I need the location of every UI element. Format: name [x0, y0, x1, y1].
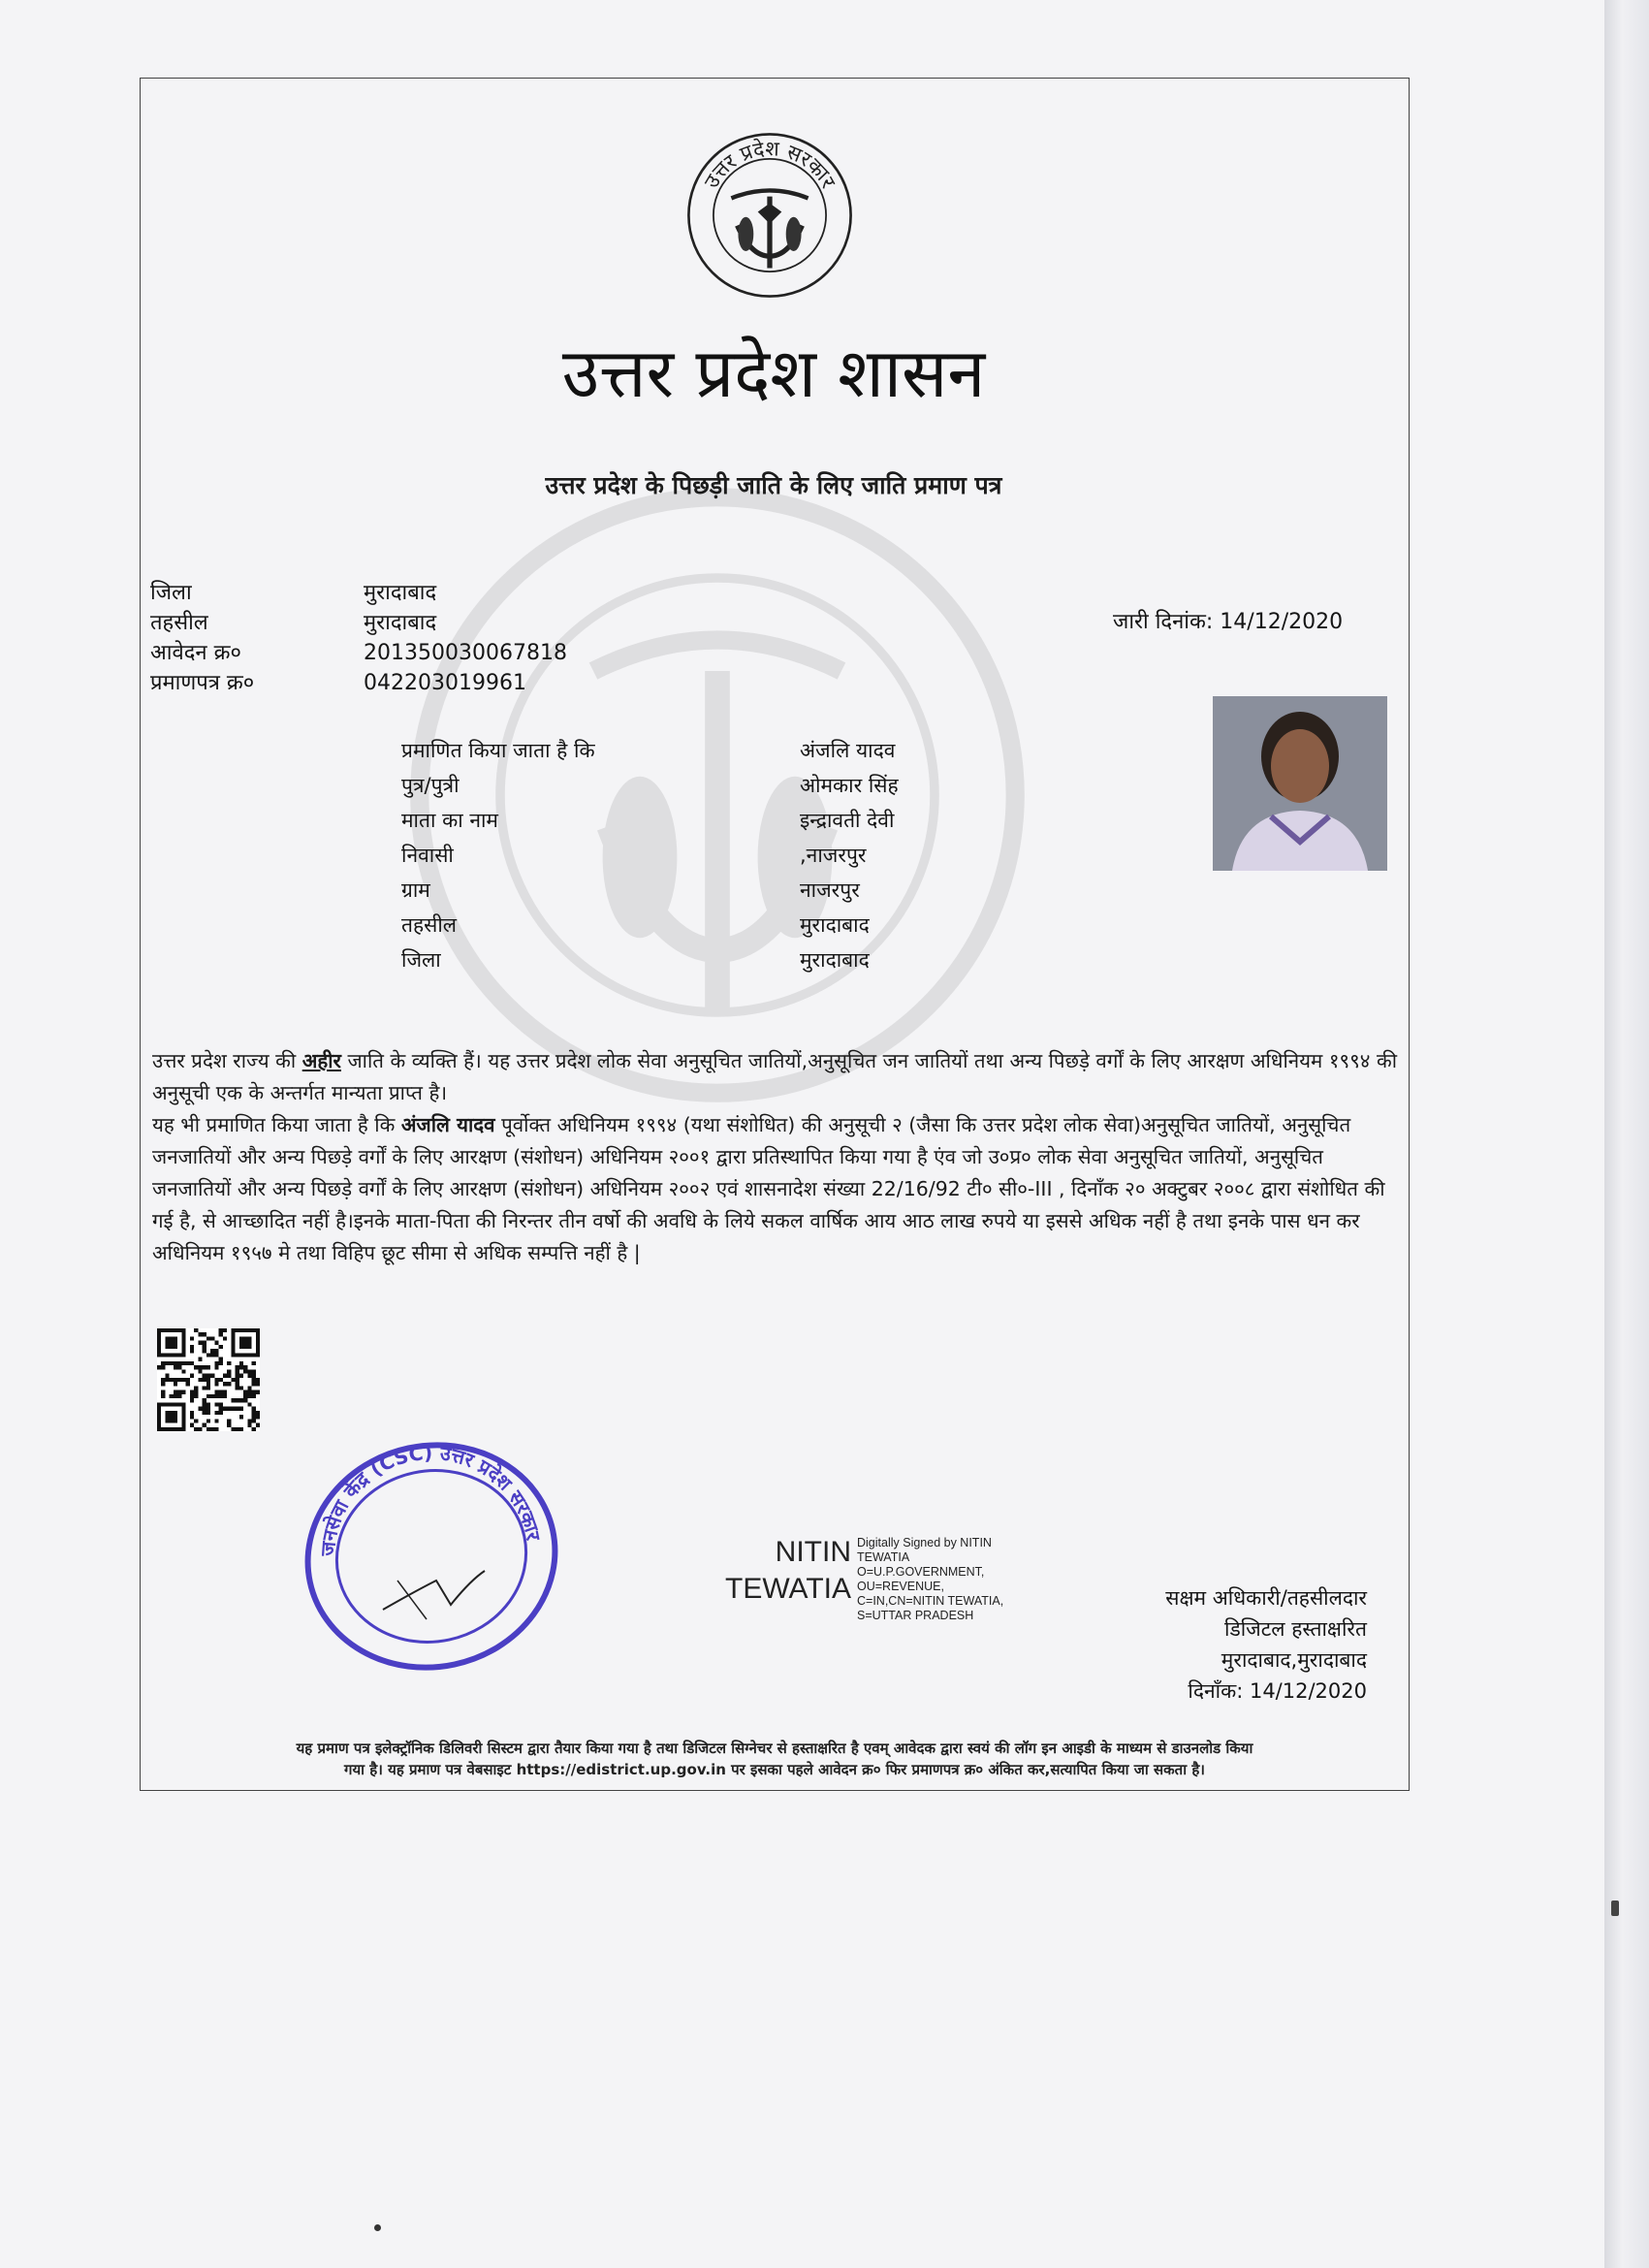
subject-label: जिला [401, 948, 441, 972]
signer-last-name: TEWATIA [725, 1573, 851, 1605]
body-text: यह भी प्रमाणित किया जाता है कि [152, 1113, 401, 1136]
official-seal-stamp [291, 1435, 572, 1677]
signature-line: S=UTTAR PRADESH [857, 1609, 974, 1622]
body-text: जाति के व्यक्ति हैं। यह उत्तर प्रदेश लोक सेवा अनुसूचित जातियों,अनुसूचित जन जातियों तथा अन्य पिछड़े वर्गों के लिए आरक्षण अधिनियम १९९४ की अनुसूची एक के अन्तर्गत मान्यता प्राप्त है। [152, 1049, 1398, 1104]
detail-label: जिला [150, 581, 192, 605]
svg-text:उत्तर प्रदेश सरकार: उत्तर प्रदेश सरकार [698, 136, 841, 193]
svg-text:जनसेवा केंद्र (CSC) उत्तर प्रद: जनसेवा केंद्र (CSC) उत्तर प्रदेश सरकार [315, 1440, 546, 1557]
certificate-subtitle: उत्तर प्रदेश के पिछड़ी जाति के लिए जाति प्रमाण पत्र [545, 471, 1002, 499]
subject-value: मुरादाबाद [800, 913, 870, 937]
caste-name: अहीर [301, 1049, 341, 1072]
detail-row [150, 608, 732, 638]
subject-label: निवासी [401, 844, 454, 867]
detail-value: 201350030067818 [364, 641, 567, 665]
detail-row [150, 638, 732, 668]
body-paragraph-caste [152, 1045, 1403, 1109]
subject-label: तहसील [401, 913, 457, 937]
subject-label: माता का नाम [401, 809, 498, 832]
detail-value: 042203019961 [364, 671, 526, 695]
detail-label: तहसील [150, 611, 208, 635]
signature-line: O=U.P.GOVERNMENT, [857, 1565, 985, 1579]
subject-value: मुरादाबाद [800, 948, 870, 972]
up-government-emblem [684, 130, 855, 301]
qr-code[interactable] [157, 1328, 260, 1431]
detail-row [150, 668, 732, 698]
authority-date: दिनाँक: 14/12/2020 [1188, 1679, 1367, 1703]
subject-value: ओमकार सिंह [800, 774, 899, 797]
signature-line: TEWATIA [857, 1550, 910, 1564]
digital-signature-name [679, 1534, 851, 1608]
issue-date: जारी दिनांक: 14/12/2020 [1113, 610, 1344, 634]
page-speck [374, 2224, 381, 2231]
page-title: उत्तर प्रदेश शासन [561, 334, 986, 413]
detail-label: आवेदन क्र० [150, 641, 241, 665]
digital-signature-details [857, 1536, 1003, 1623]
detail-row [150, 578, 732, 608]
subject-value: नाजरपुर [800, 878, 860, 902]
applicant-photo [1213, 696, 1387, 871]
body-text: उत्तर प्रदेश राज्य की [152, 1049, 302, 1072]
subject-value: अंजलि यादव [800, 739, 896, 762]
authority-signed-note: डिजिटल हस्ताक्षरित [1224, 1617, 1367, 1641]
body-text: पूर्वोक्त अधिनियम १९९४ (यथा संशोधित) की अनुसूची २ (जैसा कि उत्तर प्रदेश लोक सेवा)अनुसूचित जातियों, अनुसूचित जनजातियों और अन्य पिछड़े वर्गों के लिए आरक्षण (संशोधन) अधिनियम २००१ द्वारा प्रतिस्थापित किया गया है एंव जो उ०प्र० लोक सेवा अनुसूचित जातियों, अनुसूचित जनजातियों और अन्य पिछड़े वर्गों के लिए आरक्षण (संशोधन) अधिनियम २००२ एवं शासनादेश संख्या 22/16/92 टी० सी०-III , दिनाँक २० अक्टुबर २००८ द्वारा संशोधित की गई है, से आच्छादित नहीं है।इनके माता-पिता की निरन्तर तीन वर्षो की अवधि के लिये सकल वार्षिक आय आठ लाख रुपये या इससे अधिक नहीं है तथा इनके पास धन कर अधिनियम १९५७ मे तथा विहिप छूट सीमा से अधिक सम्पत्ति नहीं है | [152, 1113, 1385, 1264]
certificate-body [152, 1045, 1403, 1269]
subject-label: पुत्र/पुत्री [401, 774, 460, 797]
applicant-name: अंजलि यादव [400, 1113, 495, 1136]
signature-line: Digitally Signed by NITIN [857, 1536, 992, 1549]
page-edge [1604, 0, 1649, 2268]
verification-footer [147, 1738, 1402, 1780]
detail-value: मुरादाबाद [364, 581, 437, 605]
page-edge-mark [1611, 1901, 1619, 1916]
subject-value: इन्द्रावती देवी [800, 809, 895, 832]
authority-block [1057, 1582, 1367, 1707]
detail-label: प्रमाणपत्र क्र० [150, 671, 255, 695]
subject-value: ,नाजरपुर [800, 844, 867, 867]
signature-line: C=IN,CN=NITIN TEWATIA, [857, 1594, 1004, 1608]
subject-label: ग्राम [401, 878, 430, 902]
signature-line: OU=REVENUE, [857, 1580, 944, 1593]
subject-label: प्रमाणित किया जाता है कि [401, 739, 595, 762]
body-paragraph-income [152, 1109, 1403, 1269]
detail-value: मुरादाबाद [364, 611, 437, 635]
footer-line: गया है। यह प्रमाण पत्र वेबसाइट https://edistrict.up.gov.in पर इसका पहले आवेदन क्र० फिर प्रमाणपत्र क्र० अंकित कर,सत्यापित किया जा सकता है। [344, 1761, 1205, 1778]
authority-designation: सक्षम अधिकारी/तहसीलदार [1165, 1586, 1367, 1610]
footer-line: यह प्रमाण पत्र इलेक्ट्रॉनिक डिलिवरी सिस्टम द्वारा तैयार किया गया है तथा डिजिटल सिग्नेचर से हस्ताक्षरित है एवम् आवेदक द्वारा स्वयं की लॉग इन आइडी के माध्यम से डाउनलोड किया [296, 1740, 1253, 1757]
signer-first-name: NITIN [775, 1536, 851, 1568]
authority-location: मुरादाबाद,मुरादाबाद [1221, 1648, 1367, 1672]
